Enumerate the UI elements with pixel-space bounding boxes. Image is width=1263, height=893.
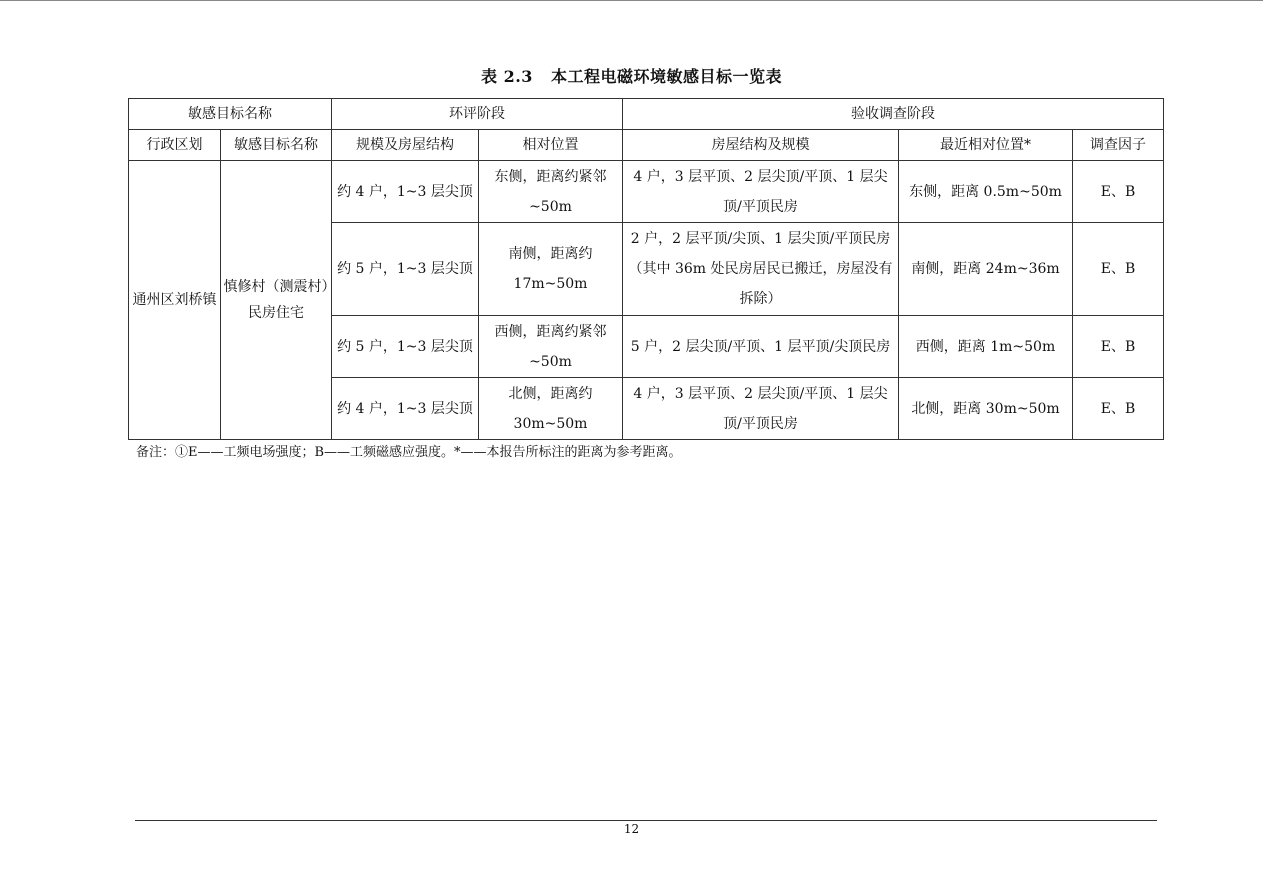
footer-rule xyxy=(135,820,1157,821)
header-scale-structure: 规模及房屋结构 xyxy=(332,130,479,161)
target-name-cell: 慎修村（测震村）民房住宅 xyxy=(221,161,332,440)
eia-scale-cell: 约 5 户，1~3 层尖顶 xyxy=(332,223,479,316)
sensitive-targets-table xyxy=(128,98,1164,440)
eia-scale-cell: 约 4 户，1~3 层尖顶 xyxy=(332,378,479,440)
page-number: 12 xyxy=(623,822,640,836)
header-district: 行政区划 xyxy=(129,130,221,161)
header-survey-factor: 调查因子 xyxy=(1073,130,1164,161)
header-eia-stage: 环评阶段 xyxy=(332,99,623,130)
district-cell: 通州区刘桥镇 xyxy=(129,161,221,440)
structure-cell: 2 户，2 层平顶/尖顶、1 层尖顶/平顶民房（其中 36m 处民房居民已搬迁，房屋没有拆除） xyxy=(623,223,899,316)
nearest-position-cell: 西侧，距离 1m~50m xyxy=(899,316,1073,378)
table-number: 表 2.3 xyxy=(481,67,533,86)
nearest-position-cell: 南侧，距离 24m~36m xyxy=(899,223,1073,316)
nearest-position-cell: 北侧，距离 30m~50m xyxy=(899,378,1073,440)
sub-header-row xyxy=(129,130,1164,161)
top-border xyxy=(0,0,1263,1)
header-target: 敏感目标名称 xyxy=(221,130,332,161)
eia-scale-cell: 约 5 户，1~3 层尖顶 xyxy=(332,316,479,378)
eia-position-cell: 西侧，距离约紧邻~50m xyxy=(479,316,623,378)
header-relative-position: 相对位置 xyxy=(479,130,623,161)
header-house-structure: 房屋结构及规模 xyxy=(623,130,899,161)
table-footnote: 备注：①E——工频电场强度；B——工频磁感应强度。*——本报告所标注的距离为参考距离。 xyxy=(136,445,682,460)
eia-scale-cell: 约 4 户，1~3 层尖顶 xyxy=(332,161,479,223)
eia-position-cell: 东侧，距离约紧邻~50m xyxy=(479,161,623,223)
structure-cell: 4 户，3 层平顶、2 层尖顶/平顶、1 层尖顶/平顶民房 xyxy=(623,161,899,223)
factor-cell: E、B xyxy=(1073,378,1164,440)
table-title xyxy=(0,64,1263,87)
factor-cell: E、B xyxy=(1073,161,1164,223)
table-title-text: 本工程电磁环境敏感目标一览表 xyxy=(550,67,782,86)
header-target-name: 敏感目标名称 xyxy=(129,99,332,130)
group-header-row xyxy=(129,99,1164,130)
nearest-position-cell: 东侧，距离 0.5m~50m xyxy=(899,161,1073,223)
factor-cell: E、B xyxy=(1073,223,1164,316)
table-row xyxy=(129,161,1164,223)
structure-cell: 4 户，3 层平顶、2 层尖顶/平顶、1 层尖顶/平顶民房 xyxy=(623,378,899,440)
eia-position-cell: 北侧，距离约30m~50m xyxy=(479,378,623,440)
eia-position-cell: 南侧，距离约17m~50m xyxy=(479,223,623,316)
header-acceptance-stage: 验收调查阶段 xyxy=(623,99,1164,130)
header-nearest-position: 最近相对位置* xyxy=(899,130,1073,161)
structure-cell: 5 户，2 层尖顶/平顶、1 层平顶/尖顶民房 xyxy=(623,316,899,378)
factor-cell: E、B xyxy=(1073,316,1164,378)
